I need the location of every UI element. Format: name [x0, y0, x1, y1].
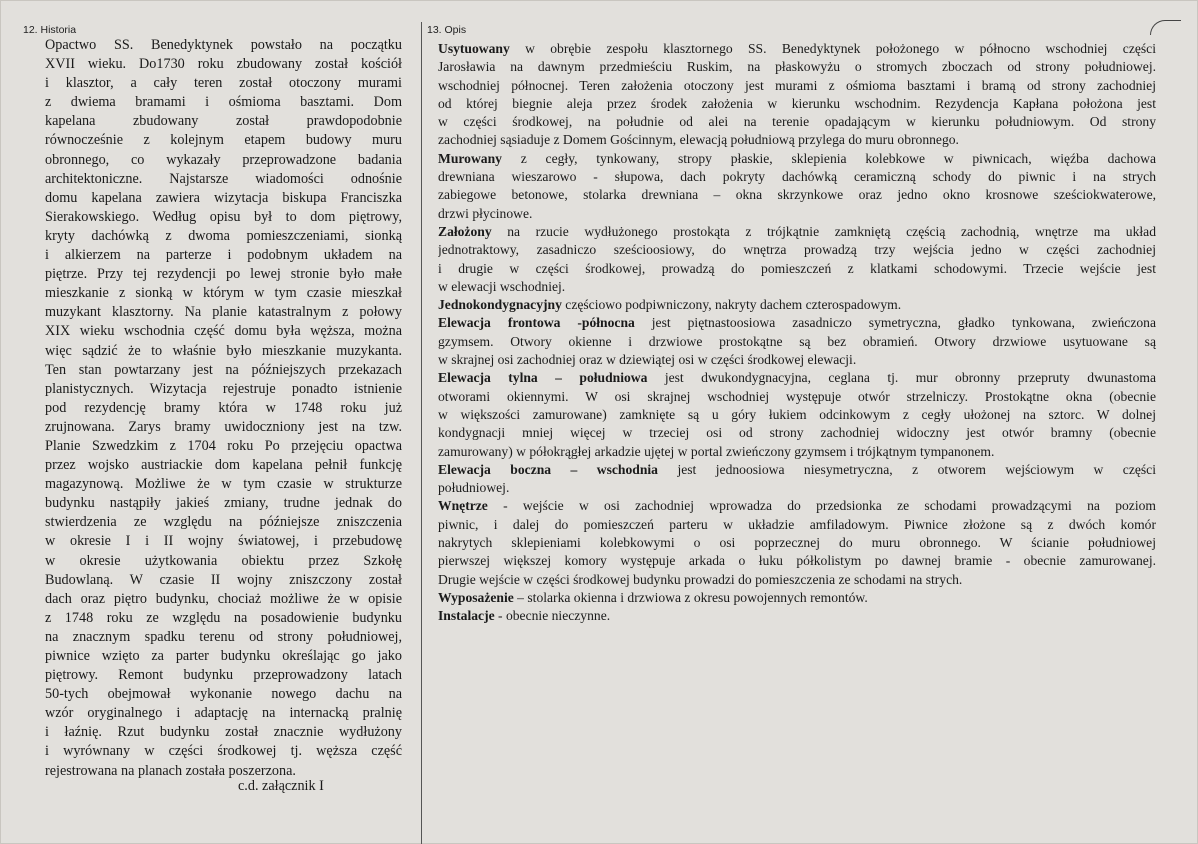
history-line: planistycznych. Wizytacja rejestruje ponadto istnienie: [45, 380, 402, 397]
description-paragraph: [438, 296, 1156, 314]
description-line: i drugie w części środkowej, prowadzą do pomieszczeń z klatkami schodowymi. Trzecie wejście jest: [438, 260, 1156, 276]
paragraph-text: na rzucie wydłużonego prostokąta z trójkątnie zamkniętą częścią zachodnią, wnętrze ma układ: [491, 223, 1156, 239]
paragraph-text: - obecnie nieczynne.: [494, 608, 611, 624]
history-line: kapelana zbudowany został prawdopodobnie: [45, 113, 402, 130]
description-line: w skrajnej osi zachodniej oraz w dziewiątej osi w części środkowej elewacji.: [438, 352, 857, 368]
history-line: i klasztor, a cały teren został otoczony murami: [45, 75, 402, 92]
paragraph-label: Wyposażenie: [438, 589, 514, 605]
description-line: [438, 296, 1156, 314]
history-line: domu kapelana zawiera wizytacja biskupa Franciszka: [45, 189, 402, 206]
description-line: [438, 461, 1156, 479]
history-line: 50-tych obejmował wykonanie nowego dachu na: [45, 686, 402, 703]
description-paragraph: [438, 40, 1156, 150]
description-paragraph: [438, 589, 1156, 607]
history-line: XVII wieku. Do1730 roku zbudowany został kościół: [45, 56, 402, 73]
history-line: Ten stan powtarzany jest na późniejszych przekazach: [45, 361, 402, 378]
description-text-column: [438, 40, 1156, 626]
paragraph-text: częściowo podpiwniczony, nakryty dachem czterospadowym.: [561, 297, 902, 313]
paragraph-label: Jednokondygnacyjny: [438, 297, 562, 313]
paragraph-label: Założony: [438, 223, 492, 239]
paragraph-text: – stolarka okienna i drzwiowa z okresu powojennych remontów.: [513, 589, 868, 605]
description-paragraph: [438, 497, 1156, 588]
history-line: piwnice wzięto za parter budynku określając go jako: [45, 648, 402, 664]
description-line: zachodniej sąsiaduje z Domem Gościnnym, elewacją południową przylega do muru obronnego.: [438, 132, 959, 148]
history-line: pod rezydencję bramy która w 1748 roku już: [45, 399, 402, 416]
history-line: piętrowy. Remont budynku przeprowadzony latach: [45, 667, 402, 684]
paragraph-label: Wnętrze: [438, 498, 488, 514]
continuation-note: c.d. załącznik I: [238, 778, 324, 794]
history-line: z 1748 roku ze względu na posadowienie budynku: [45, 609, 402, 626]
history-text-column: [45, 36, 402, 781]
description-line: piwnic, i dalej do pomieszczeń parteru w układzie amfiladowym. Piwnice złożone są z dwóch komór: [438, 516, 1156, 532]
history-line: Opactwo SS. Benedyktynek powstało na początku: [45, 37, 402, 53]
history-line: muzykant klasztorny. Na planie katastralnym z połowy: [45, 304, 402, 321]
description-paragraph: [438, 223, 1156, 296]
history-line: rejestrowana na planach została poszerzona.: [45, 762, 296, 779]
history-line: w okresie użytkowania obiektu przez Szkołę: [45, 552, 402, 569]
history-line: przez wojsko austriackie dom kapelana pełnił funkcję: [45, 457, 402, 474]
history-line: Planie Szwedzkim z 1704 roku Po przejęciu opactwa: [45, 437, 402, 454]
description-line: drewniana wieszarowo - słupowa, dach pokryty dachówką ceramiczną schody do piwnic i na strych: [438, 169, 1156, 185]
history-line: z dwiema bramami i ośmioma basztami. Dom: [45, 94, 402, 111]
paragraph-label: Usytuowany: [438, 41, 510, 56]
description-line: [438, 40, 1156, 58]
paragraph-text: z cegły, tynkowany, stropy płaskie, sklepienia kolebkowe w piwnicach, więźba dachowa: [501, 150, 1156, 166]
description-paragraph: [438, 369, 1156, 460]
paragraph-label: Elewacja frontowa -północna: [438, 315, 635, 331]
description-line: w elewacji wschodniej.: [438, 278, 566, 294]
paragraph-label: Elewacja tylna – południowa: [438, 370, 648, 386]
description-line: Jarosławia na dawnym przedmieściu Ruskim, na płaskowyżu o stromych zboczach od strony południowej.: [438, 59, 1156, 75]
description-line: w części środkowej, na południe od alei na terenie opadającym w kierunku południowym. Od strony: [438, 114, 1156, 130]
history-line: wzór oryginalnego i adaptację na internacką pralnię: [45, 705, 402, 722]
paragraph-text: jest dwukondygnacyjna, ceglana tj. mur obronny przepruty dwunastoma: [647, 370, 1156, 386]
description-line: jednotraktowy, zasadniczo sześcioosiowy, do wnętrza prowadzą trzy wejścia jedno w części zachodniej: [438, 242, 1156, 258]
history-line: stwierdzenia ze względu na późniejsze zniszczenia: [45, 514, 402, 531]
history-line: budynku nastąpiły jakieś zmiany, trudne jednak do: [45, 495, 402, 512]
description-line: [438, 589, 1156, 607]
description-line: [438, 607, 1156, 625]
history-line: równocześnie z kolejnym etapem budowy muru: [45, 132, 402, 149]
history-line: Sierakowskiego. Według opisu był to dom piętrowy,: [45, 208, 402, 225]
description-line: [438, 369, 1156, 387]
paragraph-label: Instalacje: [438, 608, 495, 624]
history-line: i wyrównany w części środkowej tj. węższa część: [45, 743, 402, 760]
history-line: w okresie I i II wojny światowej, i przebudowę: [45, 533, 402, 550]
history-line: kryty dachówką z dwoma pomieszczeniami, sionką: [45, 227, 402, 244]
description-paragraph: [438, 607, 1156, 625]
history-line: Budowlaną. W czasie II wojny zniszczony został: [45, 571, 402, 588]
history-line: dach oraz piętro budynku, chociaż możliwe że w opisie: [45, 590, 402, 607]
description-line: wschodniej północnej. Teren założenia otoczony jest murami z ośmioma basztami i bramą od strony zachodniej: [438, 77, 1156, 93]
history-line: magazynową. Możliwe że w tym czasie w strukturze: [45, 476, 402, 493]
history-line: więc sądzić że to właśnie było mieszkanie muzykanta.: [45, 342, 402, 359]
description-line: [438, 314, 1156, 332]
history-line: na znacznym spadku terenu od strony południowej,: [45, 628, 402, 645]
history-line: mieszkanie z sionką w którym w tym czasie mieszkał: [45, 285, 402, 302]
description-line: [438, 223, 1156, 241]
history-line: zrujnowana. Zarys bramy uwidoczniony jest na tzw.: [45, 418, 402, 435]
history-line: i alkierzem na parterze i podobnym układem na: [45, 247, 402, 264]
description-line: zabiegowe betonowe, stolarka drewniana – okna skrzynkowe oraz jedno okno krosnowe sześciokwaterowe,: [438, 187, 1156, 203]
description-line: Drugie wejście w części środkowej budynku prowadzi do pomieszczenia ze schodami na strych.: [438, 571, 963, 587]
description-paragraph: [438, 150, 1156, 223]
paragraph-text: jest piętnastoosiowa zasadniczo symetryczna, gładko tynkowana, zwieńczona: [634, 315, 1156, 331]
description-line: pierwszej większej komory występuje arkada o łuku półkolistym po dawnej bramie - obecnie zamurowanej.: [438, 553, 1156, 569]
description-line: otworami okiennymi. W osi skrajnej wschodniej występuje otwór strzelniczy. Prostokątne okna (obecnie: [438, 388, 1156, 404]
description-paragraph: [438, 314, 1156, 369]
description-heading: 13. Opis: [427, 24, 467, 36]
history-line: piętrze. Przy tej rezydencji po lewej stronie było małe: [45, 266, 402, 283]
history-line: obronnego, co wykazały przeprowadzone badania: [45, 151, 402, 168]
description-line: [438, 150, 1156, 168]
history-line: XIX wieku wschodnia część domu była węższa, można: [45, 323, 402, 340]
description-paragraph: [438, 461, 1156, 498]
description-line: kondygnacji mniej więcej w trzeciej osi od strony zachodniej widoczny jest otwór bramny (obecnie: [438, 425, 1156, 441]
paragraph-label: Murowany: [438, 150, 502, 166]
description-line: w większości zamurowane) zamknięte są u góry łukiem odcinkowym z cegły ułożonej na sztorc. W dolnej: [438, 406, 1156, 422]
description-line: [438, 497, 1156, 515]
description-line: drzwi płycinowe.: [438, 205, 533, 221]
description-line: od której biegnie aleja przez środek założenia w kierunku wschodnim. Rezydencja Kapłana położona jest: [438, 95, 1156, 111]
paragraph-text: w obrębie zespołu klasztornego SS. Benedyktynek położonego w północno wschodniej części: [509, 41, 1156, 56]
history-heading: 12. Historia: [23, 24, 77, 36]
history-line: i łaźnię. Rzut budynku został znacznie wydłużony: [45, 724, 402, 741]
description-line: południowej.: [438, 480, 510, 496]
paragraph-text: jest jednoosiowa niesymetryczna, z otworem wejściowym w części: [657, 461, 1156, 477]
description-line: zamurowany) w półokrągłej arkadzie ujętej w portal zwieńczony gzymsem i trójkątnym tympanonem.: [438, 443, 995, 459]
description-line: nakrytych sklepieniami kolebkowymi o osi poprzecznej do muru obronnego. W ścianie południowej: [438, 535, 1156, 551]
history-line: architektoniczne. Najstarsze wiadomości odnośnie: [45, 170, 402, 187]
column-divider: [421, 22, 422, 844]
paragraph-text: - wejście w osi zachodniej wprowadza do przedsionka ze schodami prowadzącymi na poziom: [487, 498, 1156, 514]
paragraph-label: Elewacja boczna – wschodnia: [438, 461, 658, 477]
description-line: gzymsem. Otwory okienne i drzwiowe prostokątne są bez obramień. Otwory drzwiowe usytuowane są: [438, 333, 1156, 349]
